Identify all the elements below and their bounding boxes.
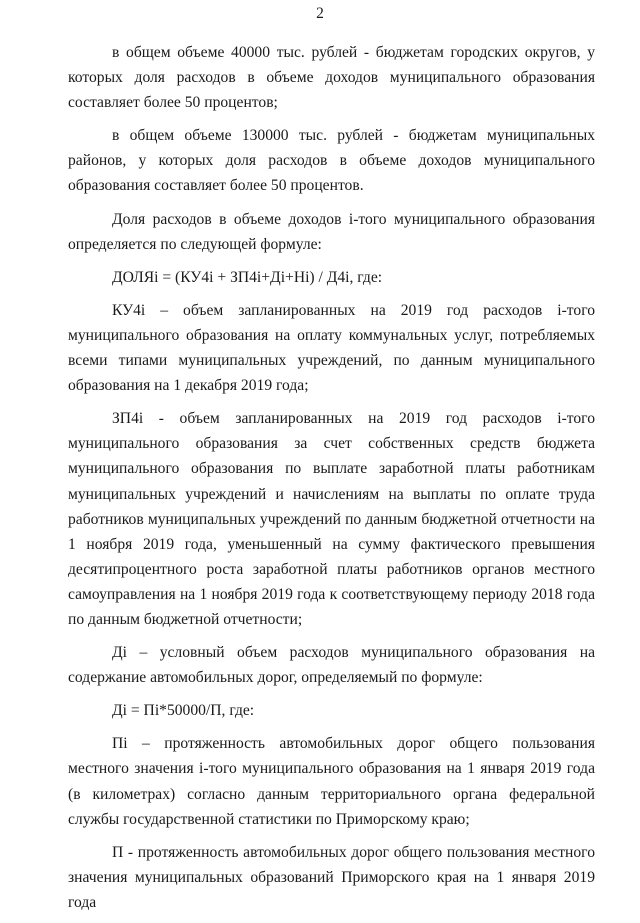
paragraph-zp4i-definition: ЗП4i - объем запланированных на 2019 год расходов i-того муниципального образования за счет собственных средств бюджета муниципального образования по выплате заработной платы работникам муниципальных учреждений и начислениям на выплаты по оплате труда работников муниципальных учреждений по данным бюджетной отчетности на 1 ноября 2019 года, уменьшенный на сумму фактического превышения десятипроцентного роста заработной платы работников органов местного самоуправления на 1 ноября 2019 года к соответствующему периоду 2018 года по данным бюджетной отчетности;: [68, 410, 595, 628]
paragraph-pi-definition: Пi – протяженность автомобильных дорог общего пользования местного значения i-того муниципального образования на 1 января 2019 года (в километрах) согласно данным территориального органа федеральной службы государственной статистики по Приморскому краю;: [68, 735, 595, 828]
paragraph-p-definition: П - протяженность автомобильных дорог общего пользования местного значения муниципальных образований Приморского края на 1 января 2019 года: [68, 843, 595, 911]
document-body: [68, 40, 595, 923]
paragraph-municipal-districts-allocation: в общем объеме 130000 тыс. рублей - бюджетам муниципальных районов, у которых доля расходов в объеме доходов муниципального образования составляет более 50 процентов.: [68, 127, 595, 195]
paragraph-di-definition: Дi – условный объем расходов муниципального образования на содержание автомобильных дорог, определяемый по формуле:: [68, 644, 595, 687]
paragraph-city-districts-allocation: в общем объеме 40000 тыс. рублей - бюджетам городских округов, у которых доля расходов в объеме доходов муниципального образования составляет более 50 процентов;: [68, 44, 595, 112]
formula-road-expenses: Дi = Пi*50000/П, где:: [112, 702, 255, 720]
paragraph-expense-share-intro: Доля расходов в объеме доходов i-того муниципального образования определяется по следующей формуле:: [68, 210, 595, 253]
paragraph-ku4i-definition: КУ4i – объем запланированных на 2019 год расходов i-того муниципального образования на оплату коммунальных услуг, потребляемых всеми типами муниципальных учреждений, по данным муниципального образования на 1 декабря 2019 года;: [68, 301, 595, 395]
page-number: 2: [316, 5, 324, 22]
formula-expense-share: ДОЛЯi = (КУ4i + ЗП4i+Дi+Нi) / Д4i, где:: [112, 268, 383, 286]
